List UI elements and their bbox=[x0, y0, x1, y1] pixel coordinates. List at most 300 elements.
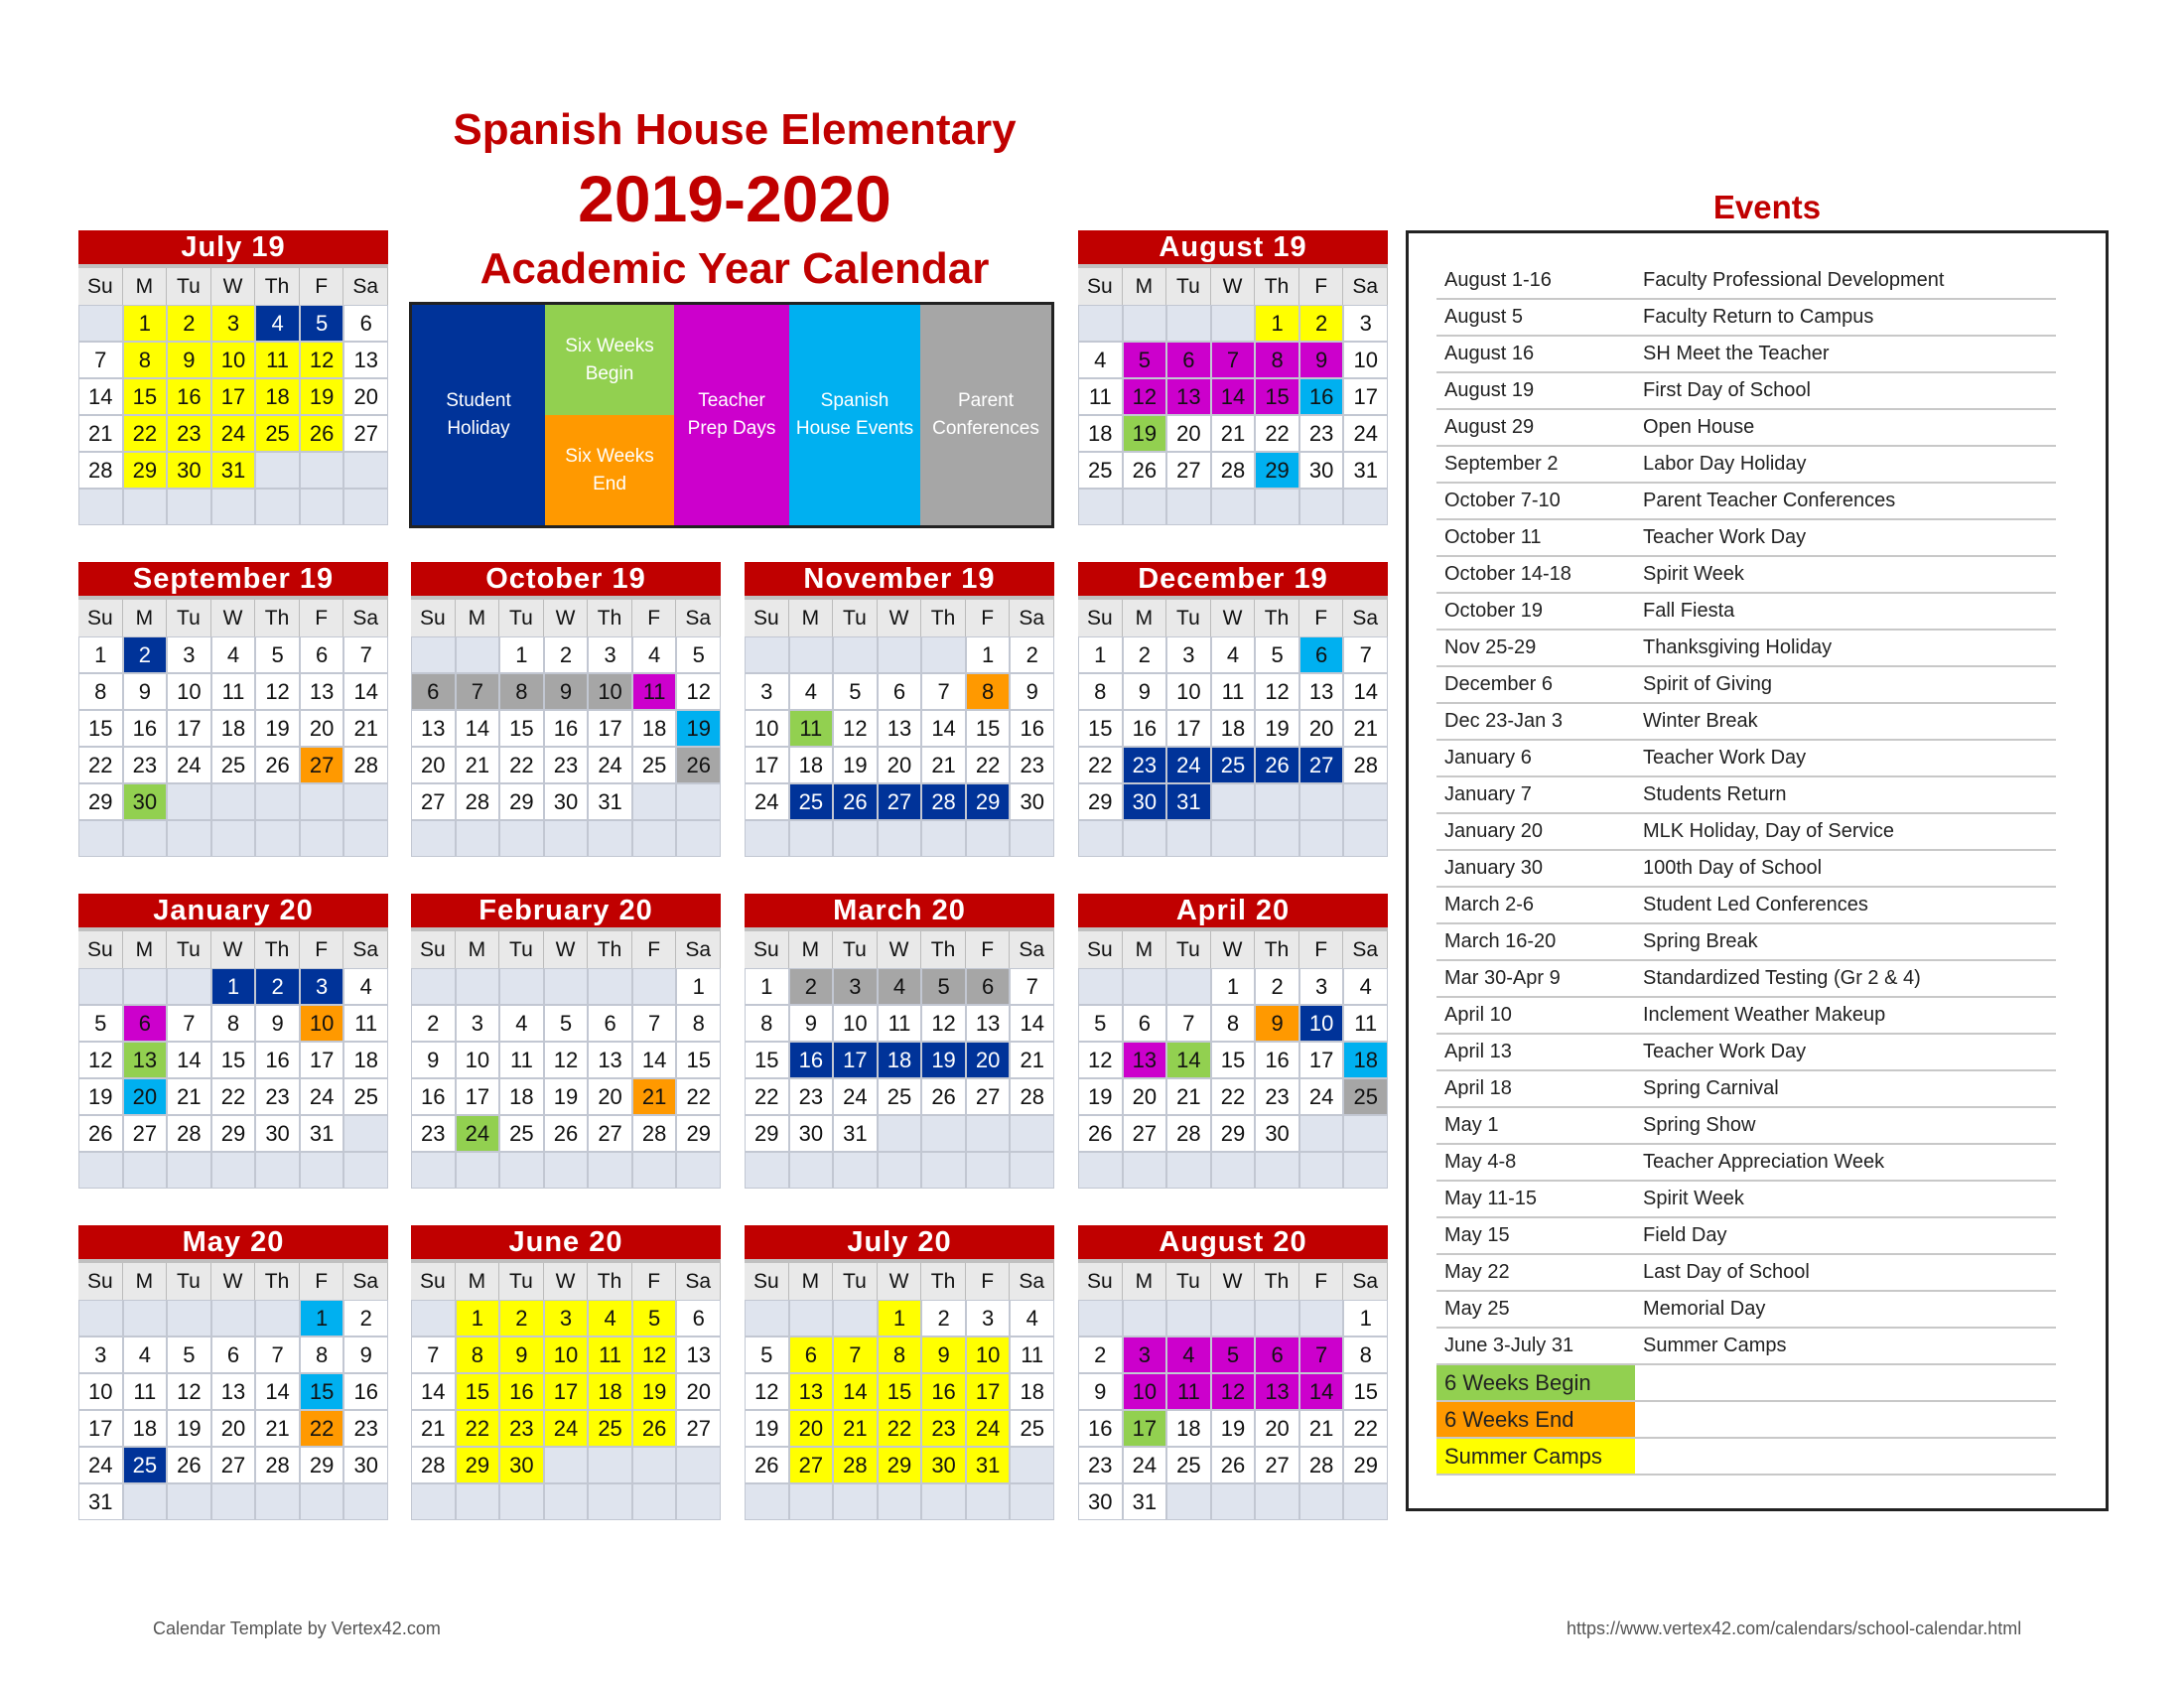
day-cell: 3 bbox=[1343, 305, 1388, 342]
event-row bbox=[1436, 373, 2056, 410]
day-cell: 26 bbox=[255, 747, 300, 783]
day-cell: 29 bbox=[1343, 1447, 1388, 1483]
day-cell: 29 bbox=[300, 1447, 344, 1483]
empty-day-cell bbox=[123, 1300, 168, 1336]
empty-day-cell bbox=[499, 1483, 544, 1520]
empty-day-cell bbox=[78, 968, 123, 1005]
day-cell: 4 bbox=[588, 1300, 632, 1336]
month-title: March 20 bbox=[745, 894, 1054, 931]
day-cell: 18 bbox=[1166, 1410, 1211, 1447]
month-grid bbox=[745, 931, 1054, 1189]
weekday-header: F bbox=[632, 1263, 677, 1300]
key-blank bbox=[1635, 1402, 2056, 1437]
event-row bbox=[1436, 814, 2056, 851]
weekday-header: Tu bbox=[499, 600, 544, 636]
empty-day-cell bbox=[789, 636, 834, 673]
day-cell: 25 bbox=[1343, 1078, 1388, 1115]
day-cell: 2 bbox=[921, 1300, 966, 1336]
day-cell: 27 bbox=[789, 1447, 834, 1483]
day-cell: 27 bbox=[123, 1115, 168, 1152]
weekday-header: Tu bbox=[167, 268, 211, 305]
day-cell: 16 bbox=[1255, 1042, 1299, 1078]
weekday-header: Sa bbox=[676, 600, 721, 636]
day-cell: 28 bbox=[1343, 747, 1388, 783]
day-cell: 26 bbox=[167, 1447, 211, 1483]
day-cell: 6 bbox=[1123, 1005, 1167, 1042]
month-calendar bbox=[1078, 894, 1388, 1188]
weekday-header: F bbox=[966, 931, 1011, 968]
event-name: Spring Carnival bbox=[1643, 1077, 1779, 1099]
day-cell: 22 bbox=[966, 747, 1011, 783]
day-cell: 27 bbox=[588, 1115, 632, 1152]
weekday-header: Th bbox=[255, 1263, 300, 1300]
empty-day-cell bbox=[211, 1483, 256, 1520]
weekday-header: Tu bbox=[499, 1263, 544, 1300]
day-cell: 26 bbox=[632, 1410, 677, 1447]
day-cell: 19 bbox=[676, 710, 721, 747]
day-cell: 30 bbox=[123, 783, 168, 820]
event-name: Standardized Testing (Gr 2 & 4) bbox=[1643, 967, 1921, 989]
day-cell: 25 bbox=[878, 1078, 922, 1115]
day-cell: 20 bbox=[343, 378, 388, 415]
event-date: May 25 bbox=[1444, 1298, 1510, 1320]
day-cell: 10 bbox=[78, 1373, 123, 1410]
day-cell: 15 bbox=[676, 1042, 721, 1078]
day-cell: 20 bbox=[1123, 1078, 1167, 1115]
weekday-header: Su bbox=[411, 600, 456, 636]
day-cell: 6 bbox=[789, 1336, 834, 1373]
empty-day-cell bbox=[833, 820, 878, 857]
day-cell: 12 bbox=[921, 1005, 966, 1042]
day-cell: 25 bbox=[211, 747, 256, 783]
day-cell: 30 bbox=[343, 1447, 388, 1483]
day-cell: 14 bbox=[255, 1373, 300, 1410]
day-cell: 1 bbox=[123, 305, 168, 342]
day-cell: 1 bbox=[745, 968, 789, 1005]
empty-day-cell bbox=[1078, 1152, 1123, 1189]
day-cell: 21 bbox=[255, 1410, 300, 1447]
event-date: March 2-6 bbox=[1444, 894, 1535, 915]
day-cell: 14 bbox=[78, 378, 123, 415]
weekday-header: Tu bbox=[1166, 600, 1211, 636]
day-cell: 18 bbox=[1078, 415, 1123, 452]
empty-day-cell bbox=[544, 1152, 589, 1189]
day-cell: 13 bbox=[123, 1042, 168, 1078]
day-cell: 5 bbox=[632, 1300, 677, 1336]
empty-day-cell bbox=[78, 305, 123, 342]
day-cell: 12 bbox=[300, 342, 344, 378]
empty-day-cell bbox=[123, 489, 168, 525]
day-cell: 1 bbox=[300, 1300, 344, 1336]
empty-day-cell bbox=[921, 1152, 966, 1189]
empty-day-cell bbox=[167, 783, 211, 820]
event-name: Spring Break bbox=[1643, 930, 1758, 952]
day-cell: 17 bbox=[544, 1373, 589, 1410]
day-cell: 15 bbox=[878, 1373, 922, 1410]
event-name: Memorial Day bbox=[1643, 1298, 1766, 1320]
weekday-header: F bbox=[966, 600, 1011, 636]
day-cell: 14 bbox=[456, 710, 500, 747]
day-cell: 7 bbox=[78, 342, 123, 378]
day-cell: 31 bbox=[1166, 783, 1211, 820]
day-cell: 26 bbox=[78, 1115, 123, 1152]
day-cell: 9 bbox=[343, 1336, 388, 1373]
day-cell: 6 bbox=[211, 1336, 256, 1373]
day-cell: 10 bbox=[966, 1336, 1011, 1373]
day-cell: 20 bbox=[411, 747, 456, 783]
day-cell: 7 bbox=[833, 1336, 878, 1373]
event-name: Students Return bbox=[1643, 783, 1787, 805]
event-row bbox=[1436, 263, 2056, 300]
day-cell: 5 bbox=[1123, 342, 1167, 378]
month-calendar bbox=[411, 1225, 721, 1519]
weekday-header: F bbox=[1299, 1263, 1344, 1300]
day-cell: 20 bbox=[789, 1410, 834, 1447]
weekday-header: M bbox=[1123, 600, 1167, 636]
day-cell: 15 bbox=[745, 1042, 789, 1078]
day-cell: 13 bbox=[966, 1005, 1011, 1042]
day-cell: 23 bbox=[921, 1410, 966, 1447]
day-cell: 1 bbox=[1078, 636, 1123, 673]
weekday-header: Su bbox=[411, 1263, 456, 1300]
day-cell: 12 bbox=[632, 1336, 677, 1373]
empty-day-cell bbox=[499, 968, 544, 1005]
day-cell: 3 bbox=[456, 1005, 500, 1042]
day-cell: 18 bbox=[878, 1042, 922, 1078]
day-cell: 25 bbox=[588, 1410, 632, 1447]
empty-day-cell bbox=[632, 968, 677, 1005]
day-cell: 7 bbox=[1299, 1336, 1344, 1373]
weekday-header: M bbox=[456, 931, 500, 968]
day-cell: 3 bbox=[78, 1336, 123, 1373]
day-cell: 16 bbox=[411, 1078, 456, 1115]
day-cell: 24 bbox=[588, 747, 632, 783]
day-cell: 15 bbox=[211, 1042, 256, 1078]
weekday-header: Sa bbox=[676, 931, 721, 968]
day-cell: 21 bbox=[167, 1078, 211, 1115]
day-cell: 30 bbox=[1078, 1483, 1123, 1520]
day-cell: 1 bbox=[966, 636, 1011, 673]
day-cell: 6 bbox=[1166, 342, 1211, 378]
key-swatch-label: Summer Camps bbox=[1436, 1439, 1635, 1474]
empty-day-cell bbox=[1078, 489, 1123, 525]
weekday-header: Tu bbox=[833, 1263, 878, 1300]
day-cell: 18 bbox=[211, 710, 256, 747]
empty-day-cell bbox=[300, 783, 344, 820]
weekday-header: F bbox=[300, 1263, 344, 1300]
day-cell: 21 bbox=[632, 1078, 677, 1115]
event-name: Last Day of School bbox=[1643, 1261, 1810, 1283]
day-cell: 18 bbox=[255, 378, 300, 415]
day-cell: 29 bbox=[1255, 452, 1299, 489]
day-cell: 16 bbox=[789, 1042, 834, 1078]
day-cell: 15 bbox=[1343, 1373, 1388, 1410]
empty-day-cell bbox=[1123, 820, 1167, 857]
empty-day-cell bbox=[1166, 1300, 1211, 1336]
day-cell: 25 bbox=[789, 783, 834, 820]
footer-credit: Calendar Template by Vertex42.com bbox=[153, 1618, 441, 1638]
footer-url[interactable]: https://www.vertex42.com/calendars/school-calendar.html bbox=[1567, 1618, 2022, 1638]
month-title: August 20 bbox=[1078, 1225, 1388, 1263]
day-cell: 8 bbox=[1343, 1336, 1388, 1373]
weekday-header: Th bbox=[255, 600, 300, 636]
day-cell: 17 bbox=[1343, 378, 1388, 415]
day-cell: 4 bbox=[1078, 342, 1123, 378]
key-row bbox=[1436, 1402, 2056, 1439]
day-cell: 13 bbox=[343, 342, 388, 378]
empty-day-cell bbox=[1211, 1300, 1256, 1336]
weekday-header: Su bbox=[1078, 931, 1123, 968]
day-cell: 8 bbox=[745, 1005, 789, 1042]
day-cell: 7 bbox=[456, 673, 500, 710]
day-cell: 1 bbox=[1211, 968, 1256, 1005]
empty-day-cell bbox=[1010, 1115, 1054, 1152]
day-cell: 16 bbox=[499, 1373, 544, 1410]
day-cell: 18 bbox=[588, 1373, 632, 1410]
event-row bbox=[1436, 998, 2056, 1035]
day-cell: 4 bbox=[789, 673, 834, 710]
event-row bbox=[1436, 1035, 2056, 1071]
month-title: June 20 bbox=[411, 1225, 721, 1263]
event-row bbox=[1436, 484, 2056, 520]
day-cell: 3 bbox=[745, 673, 789, 710]
event-date: September 2 bbox=[1444, 453, 1559, 475]
day-cell: 17 bbox=[966, 1373, 1011, 1410]
empty-day-cell bbox=[78, 820, 123, 857]
empty-day-cell bbox=[456, 1483, 500, 1520]
weekday-header: M bbox=[1123, 1263, 1167, 1300]
day-cell: 10 bbox=[300, 1005, 344, 1042]
day-cell: 3 bbox=[966, 1300, 1011, 1336]
day-cell: 9 bbox=[544, 673, 589, 710]
event-date: January 20 bbox=[1444, 820, 1543, 842]
weekday-header: Sa bbox=[343, 1263, 388, 1300]
event-name: Faculty Return to Campus bbox=[1643, 306, 1874, 328]
month-calendar bbox=[1078, 562, 1388, 856]
day-cell: 22 bbox=[78, 747, 123, 783]
empty-day-cell bbox=[1299, 783, 1344, 820]
day-cell: 16 bbox=[1010, 710, 1054, 747]
weekday-header: Th bbox=[255, 931, 300, 968]
empty-day-cell bbox=[1255, 1483, 1299, 1520]
day-cell: 24 bbox=[78, 1447, 123, 1483]
day-cell: 25 bbox=[123, 1447, 168, 1483]
empty-day-cell bbox=[745, 820, 789, 857]
day-cell: 9 bbox=[255, 1005, 300, 1042]
event-name: Faculty Professional Development bbox=[1643, 269, 1945, 291]
event-date: May 15 bbox=[1444, 1224, 1510, 1246]
day-cell: 30 bbox=[1123, 783, 1167, 820]
month-calendar bbox=[1078, 1225, 1388, 1519]
month-grid bbox=[745, 600, 1054, 857]
empty-day-cell bbox=[255, 1300, 300, 1336]
day-cell: 14 bbox=[1343, 673, 1388, 710]
month-title: February 20 bbox=[411, 894, 721, 931]
day-cell: 21 bbox=[1211, 415, 1256, 452]
event-date: April 13 bbox=[1444, 1041, 1512, 1062]
event-name: Summer Camps bbox=[1643, 1335, 1787, 1356]
day-cell: 19 bbox=[1255, 710, 1299, 747]
day-cell: 3 bbox=[1166, 636, 1211, 673]
weekday-header: W bbox=[211, 268, 256, 305]
day-cell: 9 bbox=[167, 342, 211, 378]
empty-day-cell bbox=[878, 1152, 922, 1189]
event-name: Teacher Work Day bbox=[1643, 747, 1807, 769]
day-cell: 4 bbox=[1010, 1300, 1054, 1336]
day-cell: 20 bbox=[588, 1078, 632, 1115]
day-cell: 8 bbox=[878, 1336, 922, 1373]
weekday-header: Tu bbox=[167, 1263, 211, 1300]
day-cell: 23 bbox=[1010, 747, 1054, 783]
weekday-header: F bbox=[632, 931, 677, 968]
day-cell: 30 bbox=[1299, 452, 1344, 489]
month-grid bbox=[1078, 1263, 1388, 1520]
empty-day-cell bbox=[1010, 1483, 1054, 1520]
day-cell: 27 bbox=[1166, 452, 1211, 489]
day-cell: 3 bbox=[300, 968, 344, 1005]
empty-day-cell bbox=[1166, 820, 1211, 857]
day-cell: 29 bbox=[878, 1447, 922, 1483]
day-cell: 12 bbox=[1255, 673, 1299, 710]
events-panel bbox=[1406, 230, 2109, 1511]
day-cell: 3 bbox=[1299, 968, 1344, 1005]
day-cell: 15 bbox=[456, 1373, 500, 1410]
empty-day-cell bbox=[411, 820, 456, 857]
day-cell: 28 bbox=[411, 1447, 456, 1483]
day-cell: 28 bbox=[833, 1447, 878, 1483]
day-cell: 17 bbox=[1299, 1042, 1344, 1078]
day-cell: 25 bbox=[1211, 747, 1256, 783]
day-cell: 14 bbox=[411, 1373, 456, 1410]
empty-day-cell bbox=[1255, 820, 1299, 857]
weekday-header: W bbox=[544, 1263, 589, 1300]
empty-day-cell bbox=[833, 1152, 878, 1189]
events-title: Events bbox=[1712, 189, 1822, 225]
day-cell: 2 bbox=[1123, 636, 1167, 673]
day-cell: 16 bbox=[167, 378, 211, 415]
day-cell: 16 bbox=[1078, 1410, 1123, 1447]
day-cell: 25 bbox=[1166, 1447, 1211, 1483]
empty-day-cell bbox=[255, 1483, 300, 1520]
weekday-header: Sa bbox=[1343, 1263, 1388, 1300]
day-cell: 27 bbox=[343, 415, 388, 452]
day-cell: 29 bbox=[1078, 783, 1123, 820]
day-cell: 11 bbox=[499, 1042, 544, 1078]
empty-day-cell bbox=[789, 1300, 834, 1336]
weekday-header: Tu bbox=[167, 931, 211, 968]
day-cell: 18 bbox=[123, 1410, 168, 1447]
day-cell: 10 bbox=[211, 342, 256, 378]
day-cell: 1 bbox=[456, 1300, 500, 1336]
day-cell: 23 bbox=[255, 1078, 300, 1115]
day-cell: 12 bbox=[1123, 378, 1167, 415]
day-cell: 15 bbox=[1211, 1042, 1256, 1078]
day-cell: 9 bbox=[1123, 673, 1167, 710]
day-cell: 28 bbox=[1166, 1115, 1211, 1152]
month-grid bbox=[1078, 931, 1388, 1189]
event-date: August 1-16 bbox=[1444, 269, 1552, 291]
day-cell: 30 bbox=[544, 783, 589, 820]
empty-day-cell bbox=[1299, 820, 1344, 857]
event-name: Winter Break bbox=[1643, 710, 1758, 732]
day-cell: 24 bbox=[1299, 1078, 1344, 1115]
day-cell: 22 bbox=[499, 747, 544, 783]
day-cell: 29 bbox=[966, 783, 1011, 820]
day-cell: 20 bbox=[1299, 710, 1344, 747]
event-date: April 10 bbox=[1444, 1004, 1512, 1026]
empty-day-cell bbox=[632, 1152, 677, 1189]
month-grid bbox=[78, 268, 388, 525]
weekday-header: W bbox=[544, 931, 589, 968]
day-cell: 20 bbox=[123, 1078, 168, 1115]
weekday-header: M bbox=[123, 1263, 168, 1300]
day-cell: 31 bbox=[300, 1115, 344, 1152]
weekday-header: F bbox=[300, 931, 344, 968]
day-cell: 13 bbox=[789, 1373, 834, 1410]
day-cell: 24 bbox=[211, 415, 256, 452]
day-cell: 2 bbox=[1299, 305, 1344, 342]
empty-day-cell bbox=[1255, 1300, 1299, 1336]
empty-day-cell bbox=[1166, 1483, 1211, 1520]
empty-day-cell bbox=[1343, 1152, 1388, 1189]
event-row bbox=[1436, 1292, 2056, 1329]
day-cell: 31 bbox=[833, 1115, 878, 1152]
empty-day-cell bbox=[745, 1152, 789, 1189]
day-cell: 23 bbox=[123, 747, 168, 783]
empty-day-cell bbox=[588, 1483, 632, 1520]
day-cell: 4 bbox=[1211, 636, 1256, 673]
empty-day-cell bbox=[745, 1300, 789, 1336]
event-date: Nov 25-29 bbox=[1444, 636, 1537, 658]
day-cell: 8 bbox=[78, 673, 123, 710]
weekday-header: M bbox=[123, 268, 168, 305]
day-cell: 3 bbox=[833, 968, 878, 1005]
day-cell: 28 bbox=[921, 783, 966, 820]
day-cell: 4 bbox=[499, 1005, 544, 1042]
day-cell: 5 bbox=[921, 968, 966, 1005]
day-cell: 13 bbox=[1123, 1042, 1167, 1078]
empty-day-cell bbox=[1211, 1483, 1256, 1520]
empty-day-cell bbox=[343, 489, 388, 525]
day-cell: 2 bbox=[123, 636, 168, 673]
empty-day-cell bbox=[966, 1152, 1011, 1189]
empty-day-cell bbox=[921, 1115, 966, 1152]
empty-day-cell bbox=[1166, 1152, 1211, 1189]
day-cell: 21 bbox=[1010, 1042, 1054, 1078]
event-date: Mar 30-Apr 9 bbox=[1444, 967, 1561, 989]
month-grid bbox=[1078, 268, 1388, 525]
empty-day-cell bbox=[411, 1300, 456, 1336]
day-cell: 2 bbox=[255, 968, 300, 1005]
empty-day-cell bbox=[1343, 1483, 1388, 1520]
empty-day-cell bbox=[676, 783, 721, 820]
day-cell: 15 bbox=[499, 710, 544, 747]
event-row bbox=[1436, 594, 2056, 631]
day-cell: 11 bbox=[588, 1336, 632, 1373]
weekday-header: Su bbox=[745, 931, 789, 968]
weekday-header: M bbox=[123, 931, 168, 968]
weekday-header: Sa bbox=[1010, 931, 1054, 968]
day-cell: 26 bbox=[745, 1447, 789, 1483]
empty-day-cell bbox=[343, 1483, 388, 1520]
month-grid bbox=[411, 1263, 721, 1520]
event-date: April 18 bbox=[1444, 1077, 1512, 1099]
empty-day-cell bbox=[456, 820, 500, 857]
month-grid bbox=[411, 931, 721, 1189]
weekday-header: M bbox=[1123, 931, 1167, 968]
day-cell: 15 bbox=[78, 710, 123, 747]
day-cell: 2 bbox=[1010, 636, 1054, 673]
